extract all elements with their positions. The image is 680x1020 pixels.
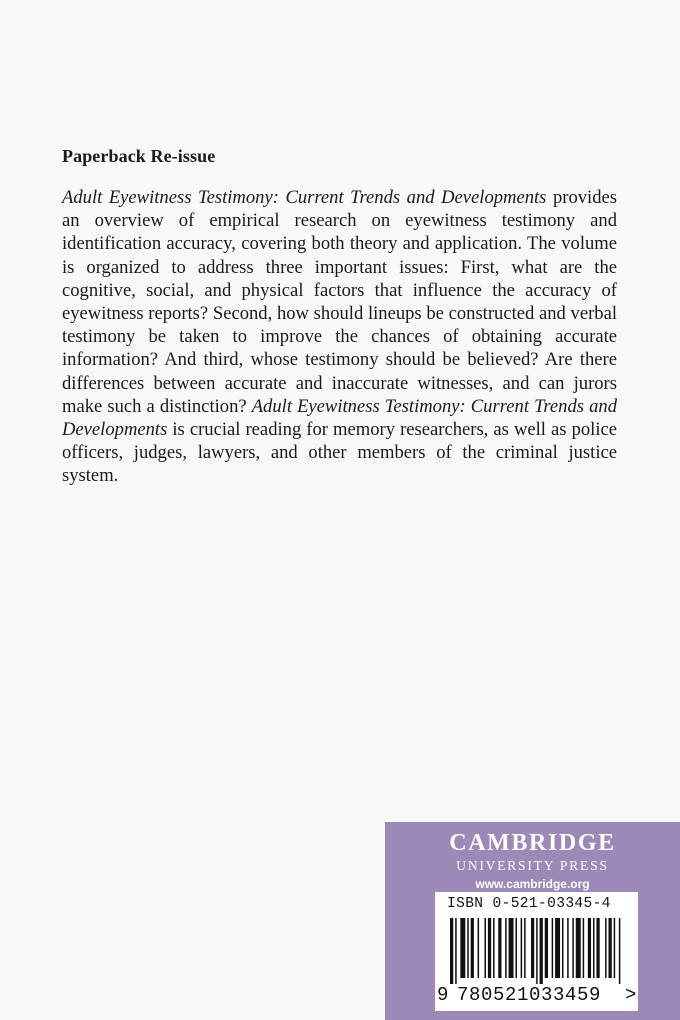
section-heading: Paperback Re-issue xyxy=(62,146,216,166)
barcode-label xyxy=(435,892,638,1011)
description-text-end: is crucial reading for memory researchers, as well as police officers, judges, lawyers, and other members of the criminal justice system. xyxy=(62,419,617,487)
publisher-panel xyxy=(385,822,680,1020)
ean-digits: 780521033459 xyxy=(457,984,602,1006)
book-description xyxy=(62,186,617,488)
description-text: provides an overview of empirical research on eyewitness testimony and identification accuracy, covering both theory and application. The volume is organized to address three important issues: First, what are the cognitive, social, and physical factors that influence the accuracy of eyewitness reports? Second, how should lineups be constructed and verbal testimony be taken to improve the chances of obtaining accurate information? And third, whose testimony should be believed? Are there differences between accurate and inaccurate witnesses, and can jurors make such a distinction? xyxy=(62,187,617,417)
isbn-number: ISBN 0-521-03345-4 xyxy=(447,896,611,912)
quiet-zone-mark: > xyxy=(625,984,637,1006)
publisher-subtitle: UNIVERSITY PRESS xyxy=(456,858,609,873)
book-title-italic-repeat: Adult Eyewitness Testimony: Current Trends and Developments xyxy=(62,395,617,441)
publisher-url: www.cambridge.org xyxy=(475,877,590,891)
barcode-icon xyxy=(450,918,624,984)
publisher-logo-text: CAMBRIDGE xyxy=(449,830,616,856)
book-title-italic: Adult Eyewitness Testimony: Current Trends and Developments xyxy=(62,187,547,208)
ean-first-digit: 9 xyxy=(437,984,449,1006)
